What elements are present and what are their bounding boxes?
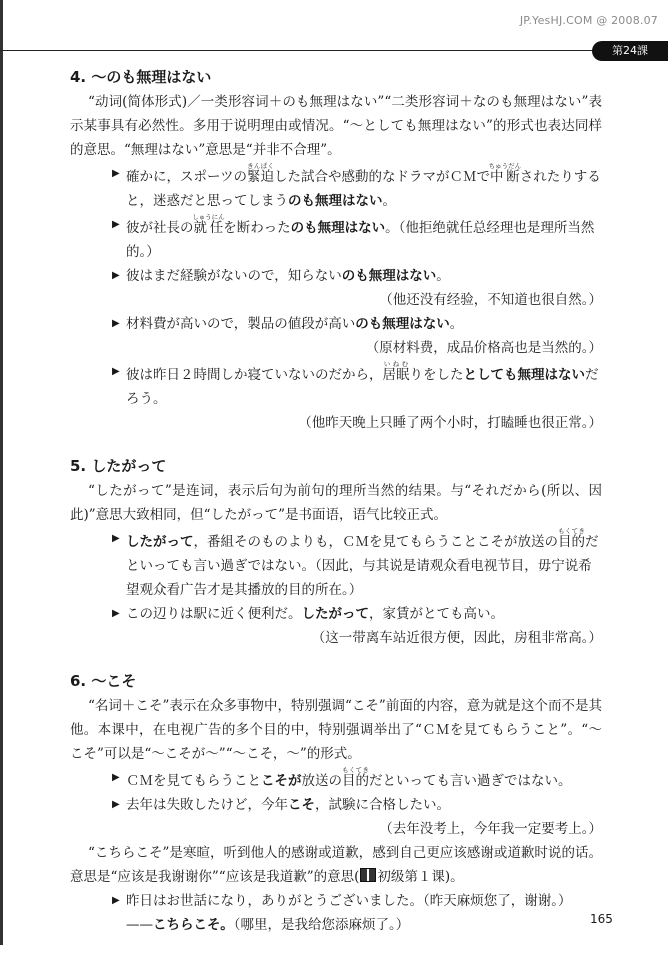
text-segment: “こちらこそ”是寒暄，听到他人的感谢或道歉，感到自己更应该感谢或道歉时说的话。意思是“应该是我谢谢你”“应该是我道歉”的意思( — [70, 845, 602, 885]
text-segment: を断わった — [223, 220, 291, 236]
explanation-paragraph — [70, 90, 602, 162]
example-sentence — [70, 793, 602, 817]
triangle-bullet-icon: ▶ — [112, 270, 120, 281]
example-sentence — [70, 766, 602, 793]
scan-edge — [0, 0, 3, 945]
emphasized-pattern: こちらこそ。 — [153, 917, 234, 933]
explanation-paragraph — [70, 841, 602, 889]
translation: （这一带离车站近很方便，因此，房租非常高。） — [311, 630, 602, 646]
text-segment: （他拒绝就任总经理也是理所当然的。） — [126, 220, 595, 260]
emphasized-pattern: のも無理はない — [341, 268, 437, 284]
translation: （去年没考上，今年我一定要考上。） — [379, 821, 602, 837]
text-segment: 材料費が高いので，製品の値段が高い — [126, 316, 356, 332]
section-title: 4. ～のも無理はない — [70, 68, 212, 86]
text-segment: 去年は失敗したけど，今年 — [126, 797, 288, 813]
emphasized-pattern: したがって — [301, 606, 369, 622]
text-segment: ，家賃がとても高い。 — [369, 606, 504, 622]
translation: （他昨天晚上只睡了两个小时，打瞌睡也很正常。） — [298, 415, 602, 431]
header-rule — [0, 50, 600, 51]
text-segment: “名词＋こそ”表示在众多事物中，特别强调“こそ”前面的内容，意为就是这个而不是其他。本课中，在电视广告的多个目的中，特别强调举出了“ＣＭを見てもらうこと”。“～こそ”可以是“～こそが～”“～こそ，～”的形式。 — [70, 698, 602, 762]
triangle-bullet-icon: ▶ — [112, 895, 120, 906]
text-segment: “动词(简体形式)／一类形容词＋のも無理はない”“二类形容词＋なのも無理はない”表示某事具有必然性。多用于说明理由或情况。“～としても無理はない”的形式也表达同样的意思。“無理はない”意思是“并非不合理”。 — [70, 94, 602, 158]
text-segment: ，番組そのものよりも，ＣＭを見てもらうことこそが放送の — [193, 534, 558, 550]
explanation-paragraph — [70, 694, 602, 766]
furigana: しゅうにん — [192, 213, 225, 221]
ruby-word: 緊迫きんぱく — [246, 162, 274, 185]
text-segment: （昨天麻烦您了，谢谢。） — [423, 893, 572, 909]
furigana: きんぱく — [246, 162, 274, 170]
text-segment: だといっても言い過ぎではない。 — [126, 534, 599, 574]
text-segment: —— — [126, 917, 153, 933]
section-body — [70, 479, 602, 650]
example-sentence — [70, 312, 602, 336]
translation: （原材料费，成品价格高也是当然的。） — [365, 340, 602, 356]
book-icon — [360, 868, 376, 882]
text-segment: されたりすると，迷惑だと思ってしまう — [126, 169, 601, 209]
triangle-bullet-icon: ▶ — [112, 799, 120, 810]
example-reply — [70, 913, 602, 937]
text-segment: だろう。 — [126, 367, 599, 407]
ruby-word: 就任しゅうにん — [192, 213, 225, 236]
text-segment: この辺りは駅に近く便利だ。 — [126, 606, 302, 622]
text-segment: した試合や感動的なドラマがＣＭで — [273, 169, 490, 185]
emphasized-pattern: こそが — [261, 773, 302, 789]
text-segment: 初级第１课)。 — [377, 869, 464, 885]
ruby-word: 中断ちゅうだん — [488, 162, 522, 185]
example-sentence — [70, 264, 602, 288]
text-segment: 彼はまだ経験がないので，知らない — [126, 268, 342, 284]
ruby-word: 居眠いねむ — [382, 360, 410, 383]
triangle-bullet-icon: ▶ — [112, 772, 120, 783]
emphasized-pattern: としても無理はない — [463, 367, 585, 383]
text-segment: 確かに，スポーツの — [126, 169, 247, 185]
section-title: 6. ～こそ — [70, 672, 137, 690]
example-sentence — [70, 527, 602, 602]
triangle-bullet-icon: ▶ — [112, 318, 120, 329]
section-body — [70, 694, 602, 937]
page-content — [70, 64, 602, 955]
text-segment: 彼が社長の — [126, 220, 194, 236]
watermark: JP.YesHJ.COM @ 2008.07 — [519, 14, 658, 27]
text-segment: 放送の — [301, 773, 342, 789]
page-number: 165 — [590, 912, 613, 926]
text-segment: （哪里，是我给您添麻烦了。） — [233, 917, 410, 933]
section-body — [70, 90, 602, 435]
ruby-word: 目的もくてき — [558, 527, 585, 550]
text-segment: 昨日はお世話になり，ありがとうございました。 — [126, 893, 423, 909]
lesson-tab: 第24課 — [592, 41, 668, 61]
example-sentence — [70, 360, 602, 411]
example-sentence — [70, 162, 602, 213]
text-segment: 。 — [385, 220, 399, 236]
text-segment: りをした — [409, 367, 464, 383]
furigana: ちゅうだん — [488, 162, 522, 170]
text-segment: だといっても言い過ぎではない。 — [369, 773, 572, 789]
text-segment: “したがって”是连词，表示后句为前句的理所当然的结果。与“それだから(所以、因此)”意思大致相同，但“したがって”是书面语，语气比较正式。 — [70, 483, 602, 523]
section-4 — [70, 64, 602, 435]
triangle-bullet-icon: ▶ — [112, 533, 120, 544]
furigana: いねむ — [382, 360, 410, 368]
text-segment: 。 — [382, 193, 396, 209]
example-sentence — [70, 602, 602, 626]
translation: （他还没有经验，不知道也很自然。） — [379, 292, 602, 308]
explanation-paragraph — [70, 479, 602, 527]
furigana: もくてき — [342, 766, 369, 774]
triangle-bullet-icon: ▶ — [112, 168, 120, 179]
section-5 — [70, 453, 602, 650]
triangle-bullet-icon: ▶ — [112, 219, 120, 230]
text-segment: （因此，与其说是请观众看电视节目，毋宁说希望观众看广告才是其播放的目的所在。） — [126, 558, 592, 598]
furigana: もくてき — [558, 527, 585, 535]
example-sentence — [70, 889, 602, 913]
section-6 — [70, 668, 602, 937]
triangle-bullet-icon: ▶ — [112, 608, 120, 619]
text-segment: 。 — [436, 268, 450, 284]
section-title: 5. したがって — [70, 457, 167, 475]
emphasized-pattern: のも無理はない — [355, 316, 450, 332]
emphasized-pattern: したがって — [126, 534, 194, 550]
ruby-word: 目的もくてき — [342, 766, 369, 789]
text-segment: 彼は昨日２時間しか寝ていないのだから， — [126, 367, 383, 383]
text-segment: ＣＭを見てもらうこと — [126, 773, 261, 789]
triangle-bullet-icon: ▶ — [112, 366, 120, 377]
text-segment: 。 — [449, 316, 464, 332]
emphasized-pattern: のも無理はない — [288, 193, 383, 209]
emphasized-pattern: のも無理はない — [290, 220, 386, 236]
text-segment: ，試験に合格したい。 — [315, 797, 450, 813]
example-sentence — [70, 213, 602, 264]
emphasized-pattern: こそ — [288, 797, 315, 813]
